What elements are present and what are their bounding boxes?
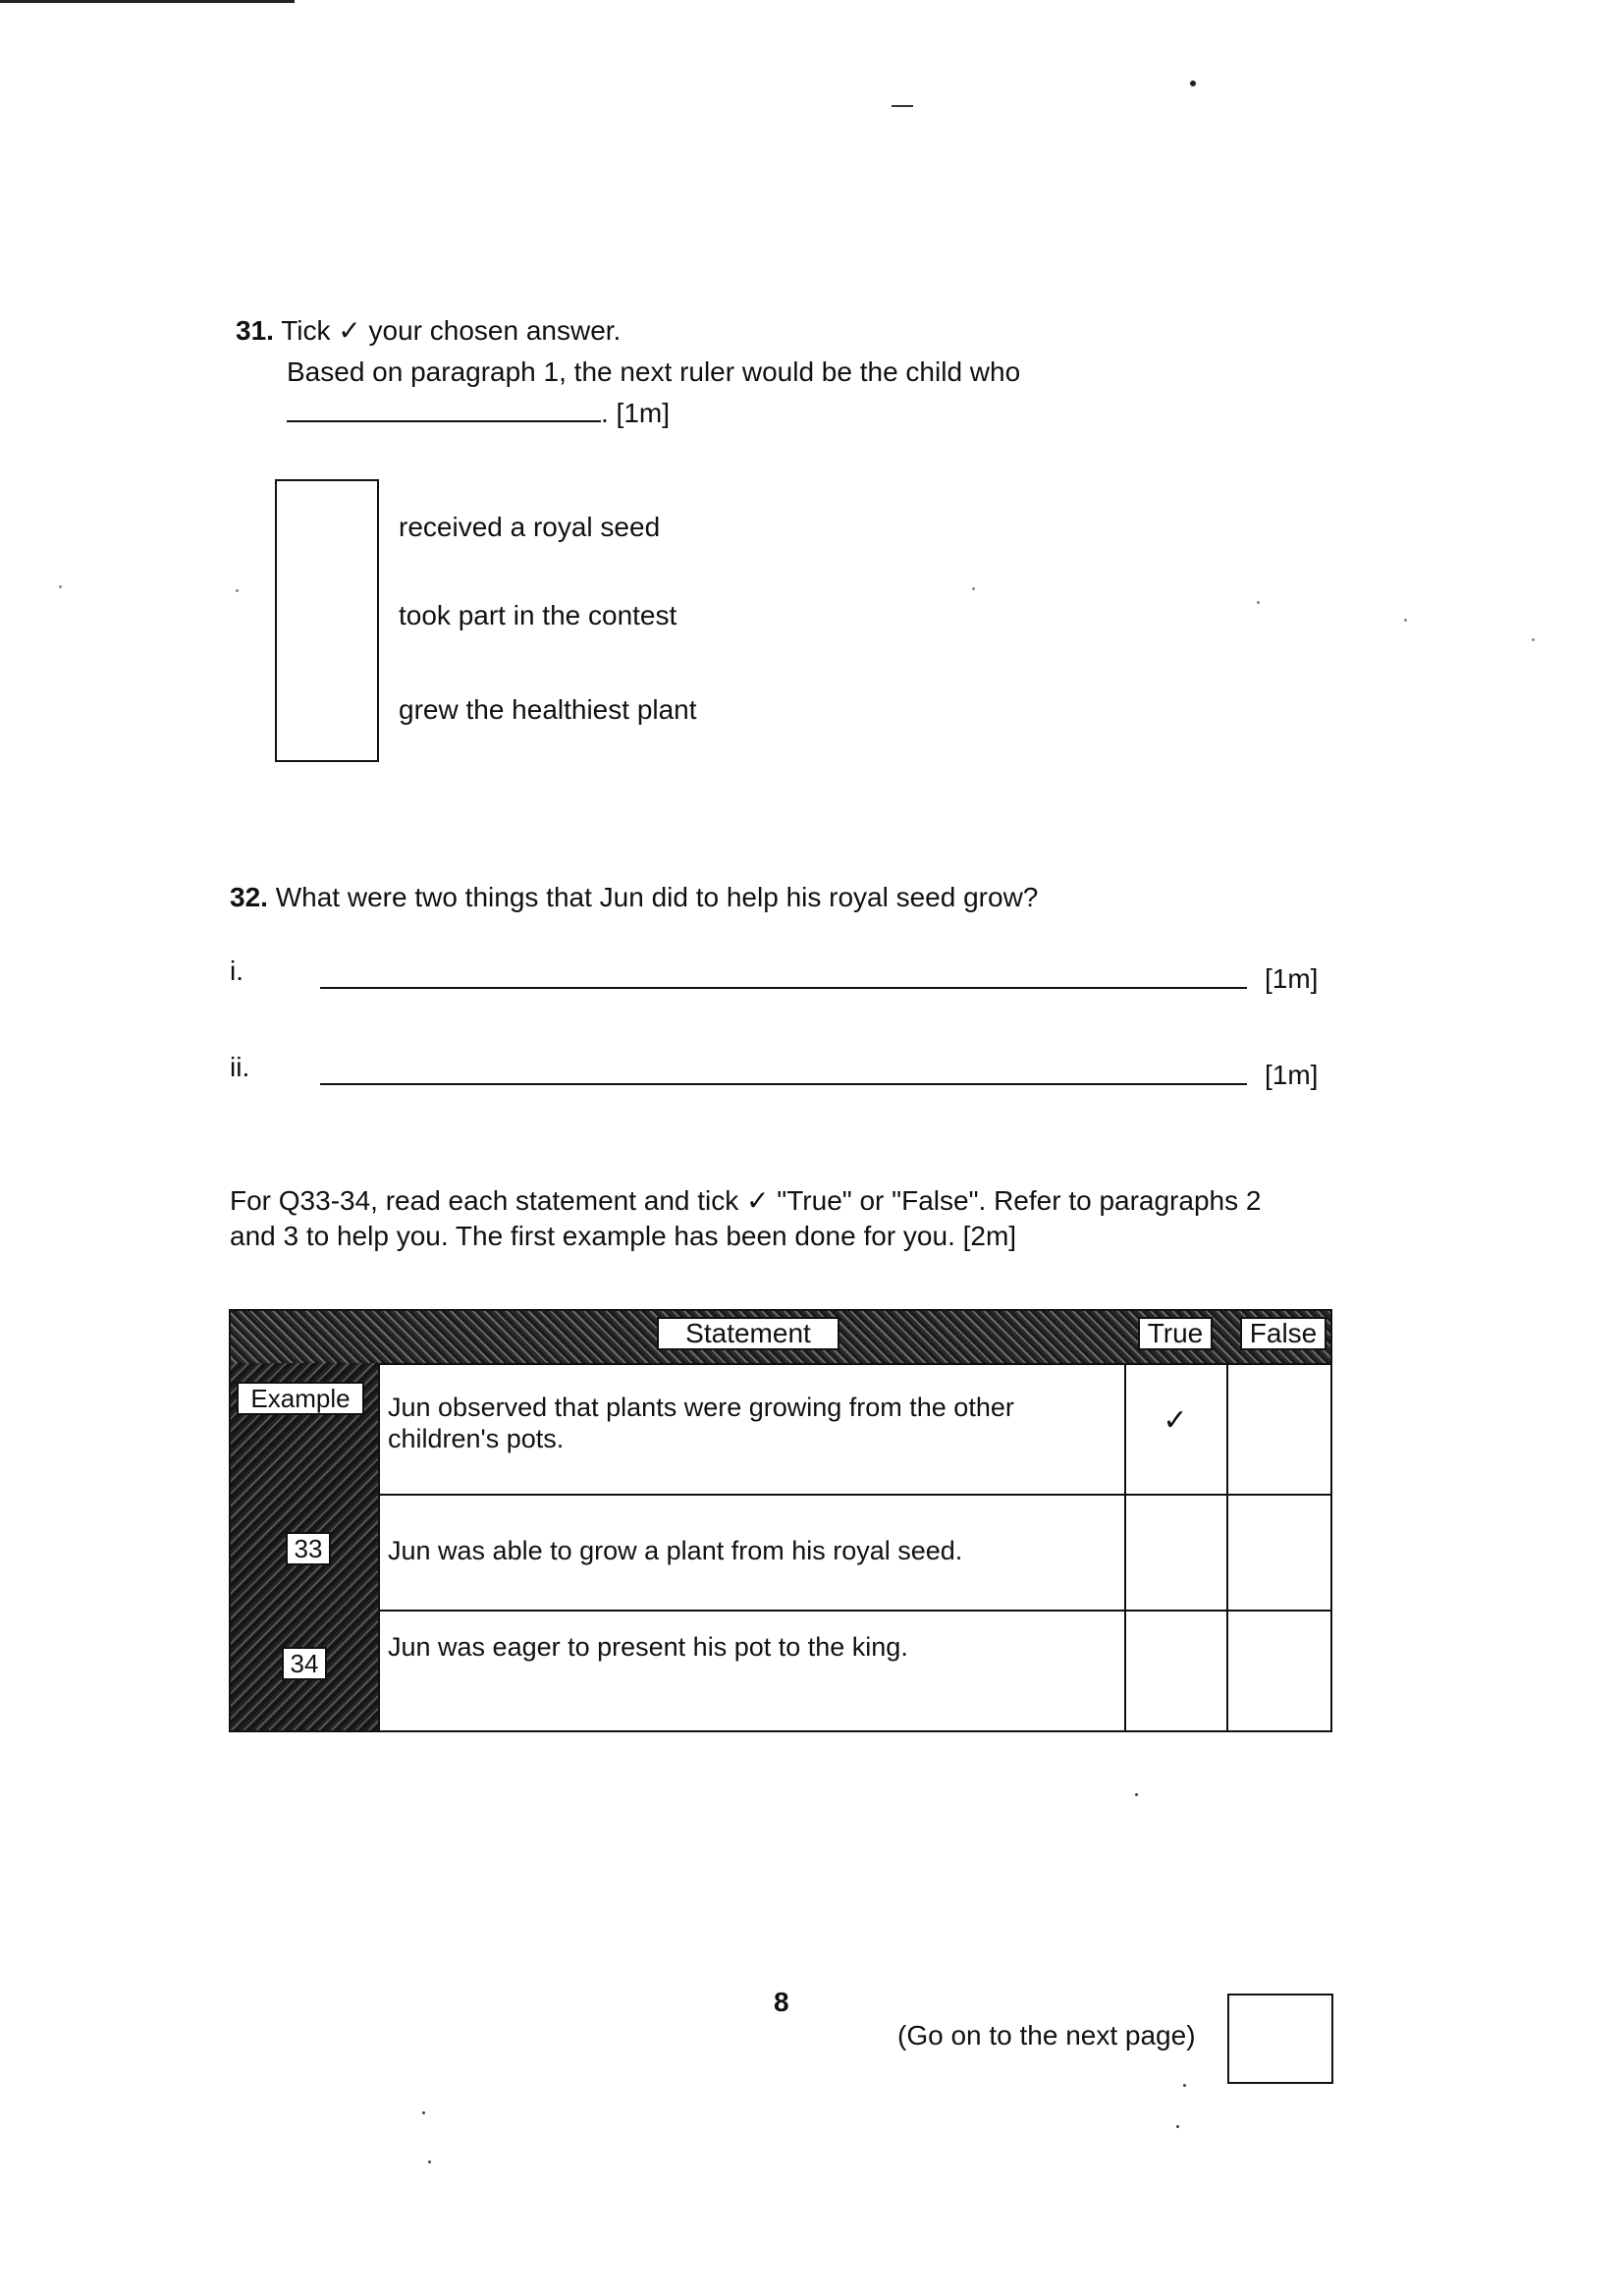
row-divider-1 [378, 1363, 1330, 1365]
stray-dash [892, 105, 913, 107]
q31-header [236, 314, 621, 348]
scan-speck [422, 2111, 425, 2114]
q32-question: What were two things that Jun did to help his royal seed grow? [275, 882, 1039, 912]
continue-text: (Go on to the next page) [897, 2020, 1196, 2050]
q31-answer-line [287, 395, 670, 430]
scan-speck [1404, 619, 1407, 622]
scan-speck [1183, 2084, 1186, 2087]
page-number: 8 [774, 1987, 789, 2017]
instructions-line-2: and 3 to help you. The first example has been done for you. [2m] [230, 1221, 1017, 1251]
q32-answer-line-i[interactable] [320, 987, 1247, 989]
scan-speck [236, 589, 239, 592]
top-edge-rule [0, 0, 295, 3]
col-divider-label [378, 1363, 380, 1730]
scan-speck [1257, 601, 1260, 604]
true-false-table [229, 1309, 1332, 1732]
q31-blank[interactable] [287, 395, 601, 422]
row-tag-33: 33 [286, 1532, 331, 1565]
scan-speck [1135, 1793, 1138, 1796]
q32-header [230, 881, 1038, 914]
row-statement-34: Jun was eager to present his pot to the king. [388, 1632, 908, 1662]
false-cell-33[interactable] [1228, 1496, 1328, 1608]
scan-speck [1190, 81, 1196, 86]
false-cell-34[interactable] [1228, 1612, 1328, 1728]
q32-line-label-i: i. [230, 956, 244, 986]
row-tag-example: Example [237, 1382, 364, 1415]
q31-instruction: Tick ✓ your chosen answer. [281, 315, 622, 346]
true-cell-33[interactable] [1126, 1496, 1224, 1608]
row-statement-33: Jun was able to grow a plant from his royal seed. [388, 1536, 963, 1565]
score-box [1227, 1994, 1333, 2084]
q31-marks: . [1m] [601, 398, 671, 428]
scan-speck [972, 587, 975, 590]
instructions-line-1: For Q33-34, read each statement and tick ✓ "True" or "False". Refer to paragraphs 2 [230, 1185, 1262, 1216]
q31-number: 31. [236, 315, 274, 346]
q31-option-box-2[interactable] [275, 572, 379, 666]
q32-answer-line-ii[interactable] [320, 1083, 1247, 1085]
row-tag-34: 34 [282, 1647, 327, 1680]
scan-speck [1532, 638, 1535, 641]
q31-option-label-2: took part in the contest [399, 600, 677, 630]
header-true: True [1138, 1317, 1213, 1350]
true-cell-example[interactable]: ✓ [1163, 1404, 1188, 1437]
q32-line-label-ii: ii. [230, 1052, 250, 1082]
q32-line-marks-i: [1m] [1265, 963, 1319, 994]
q31-option-box-3[interactable] [275, 664, 379, 762]
row-statement-example: Jun observed that plants were growing from the other children's pots. [388, 1393, 1014, 1453]
q31-option-box-1[interactable] [275, 479, 379, 575]
q31-option-label-3: grew the healthiest plant [399, 694, 697, 725]
scan-speck [1176, 2125, 1179, 2128]
q32-line-marks-ii: [1m] [1265, 1060, 1319, 1090]
true-cell-34[interactable] [1126, 1612, 1224, 1728]
header-statement: Statement [657, 1317, 839, 1350]
header-false: False [1240, 1317, 1326, 1350]
scan-speck [59, 585, 62, 588]
q31-option-label-1: received a royal seed [399, 512, 661, 542]
scan-speck [428, 2160, 431, 2163]
q31-prompt: Based on paragraph 1, the next ruler would be the child who [287, 356, 1021, 387]
q32-number: 32. [230, 882, 268, 912]
